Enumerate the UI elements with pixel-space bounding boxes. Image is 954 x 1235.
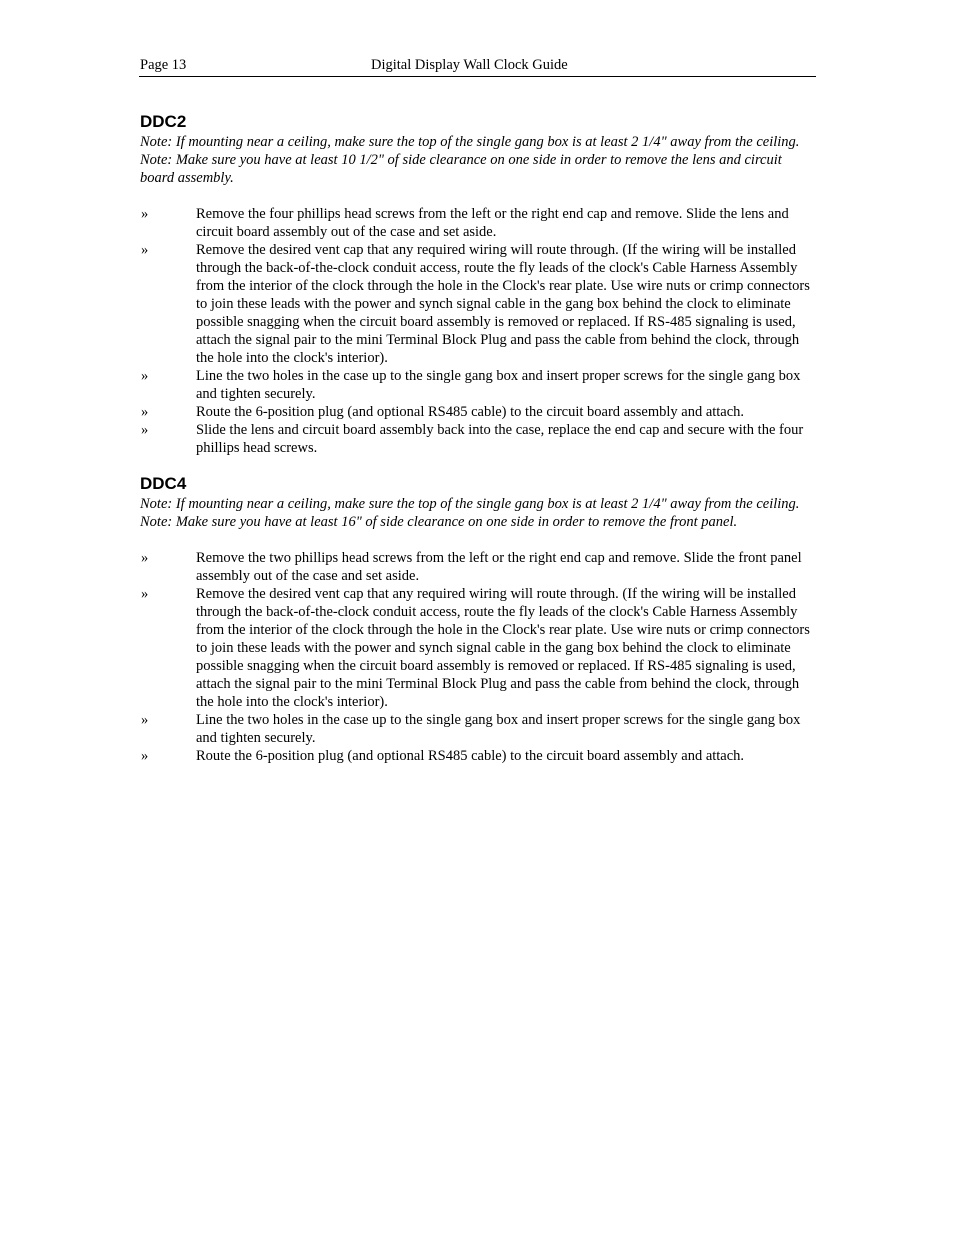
- list-item: [140, 205, 816, 241]
- note: Note: Make sure you have at least 10 1/2" of side clearance on one side in order to remove the lens and circuit board assembly.: [140, 152, 782, 186]
- steps-list: [140, 205, 816, 457]
- step-text: Slide the lens and circuit board assembly back into the case, replace the end cap and secure with the four phillips head screws.: [196, 422, 804, 456]
- step-text: Line the two holes in the case up to the single gang box and insert proper screws for the single gang box and tighten securely.: [196, 712, 801, 746]
- section-ddc2: [140, 111, 816, 457]
- section-heading: DDC4: [140, 474, 187, 493]
- list-item: [140, 403, 816, 421]
- bullet-icon: »: [141, 422, 149, 438]
- page-number: Page 13: [140, 57, 187, 73]
- step-text: Remove the two phillips head screws from the left or the right end cap and remove. Slide the front panel assembly out of the case and set aside.: [196, 550, 802, 584]
- bullet-icon: »: [141, 242, 149, 258]
- document-title: Digital Display Wall Clock Guide: [371, 57, 568, 73]
- step-text: Route the 6-position plug (and optional RS485 cable) to the circuit board assembly and attach.: [196, 404, 745, 420]
- section-ddc4: [140, 473, 816, 765]
- bullet-icon: »: [141, 206, 149, 222]
- list-item: [140, 549, 816, 585]
- steps-list: [140, 549, 816, 765]
- step-text: Remove the four phillips head screws from the left or the right end cap and remove. Slide the lens and circuit board assembly out of the case and set aside.: [196, 206, 789, 240]
- bullet-icon: »: [141, 712, 149, 728]
- page-content: [140, 111, 816, 765]
- bullet-icon: »: [141, 586, 149, 602]
- page-header: [139, 56, 816, 77]
- list-item: [140, 241, 816, 367]
- list-item: [140, 421, 816, 457]
- step-text: Remove the desired vent cap that any required wiring will route through. (If the wiring will be installed through the back-of-the-clock conduit access, route the fly leads of the clock's Cable Harness Assembly from the interior of the clock through the hole in the Clock's rear plate. Use wire nuts or crimp connectors to join these leads with the power and synch signal cable in the gang box behind the clock to eliminate possible snagging when the circuit board assembly is removed or replaced. If RS-485 signaling is used, attach the signal pair to the mini Terminal Block Plug and pass the cable from behind the clock, through the hole into the clock's interior).: [196, 242, 810, 366]
- bullet-icon: »: [141, 748, 149, 764]
- list-item: [140, 367, 816, 403]
- bullet-icon: »: [141, 404, 149, 420]
- step-text: Route the 6-position plug (and optional RS485 cable) to the circuit board assembly and attach.: [196, 748, 745, 764]
- step-text: Remove the desired vent cap that any required wiring will route through. (If the wiring will be installed through the back-of-the-clock conduit access, route the fly leads of the clock's Cable Harness Assembly from the interior of the clock through the hole in the Clock's rear plate. Use wire nuts or crimp connectors to join these leads with the power and synch signal cable in the gang box behind the clock to eliminate possible snagging when the circuit board assembly is removed or replaced. If RS-485 signaling is used, attach the signal pair to the mini Terminal Block Plug and pass the cable from behind the clock, through the hole into the clock's interior).: [196, 586, 810, 710]
- bullet-icon: »: [141, 550, 149, 566]
- note: Note: If mounting near a ceiling, make sure the top of the single gang box is at least 2 1/4" away from the ceiling.: [140, 134, 800, 150]
- list-item: [140, 585, 816, 711]
- section-heading: DDC2: [140, 112, 187, 131]
- list-item: [140, 711, 816, 747]
- list-item: [140, 747, 816, 765]
- note: Note: Make sure you have at least 16" of side clearance on one side in order to remove the front panel.: [140, 514, 738, 530]
- bullet-icon: »: [141, 368, 149, 384]
- step-text: Line the two holes in the case up to the single gang box and insert proper screws for the single gang box and tighten securely.: [196, 368, 801, 402]
- note: Note: If mounting near a ceiling, make sure the top of the single gang box is at least 2 1/4" away from the ceiling.: [140, 496, 800, 512]
